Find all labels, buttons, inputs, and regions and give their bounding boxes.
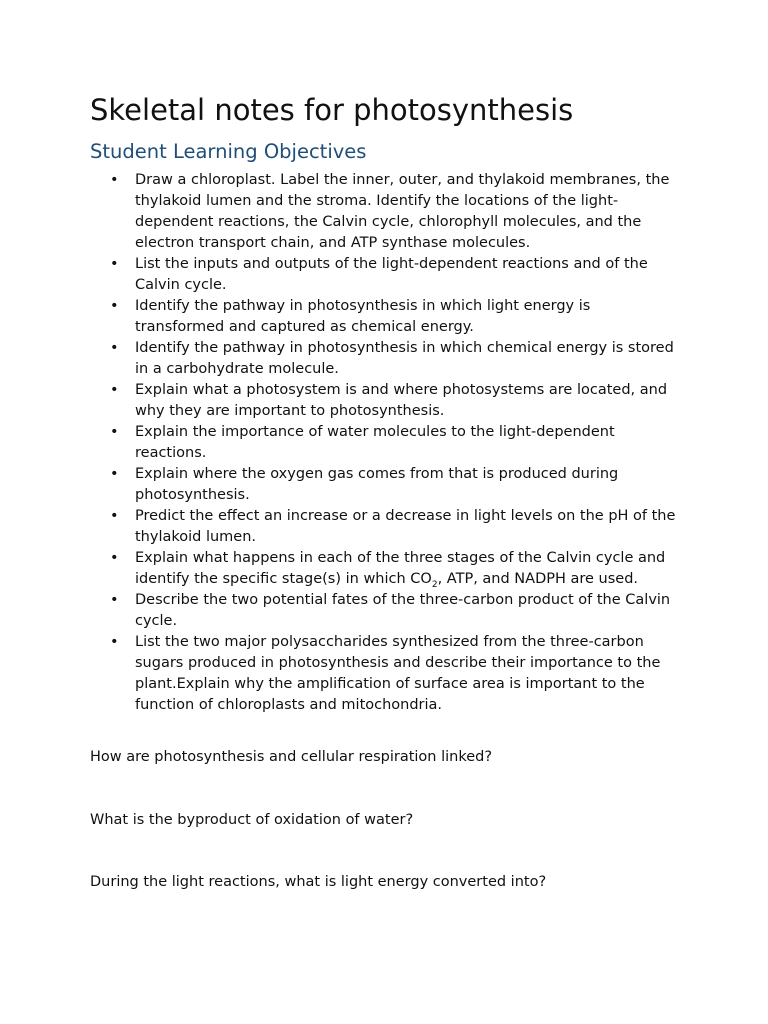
objective-text: Explain the importance of water molecules to the light-dependent reactions. [135, 424, 615, 461]
subscript-two: 2 [431, 579, 438, 590]
bullet-icon: • [110, 172, 119, 188]
objective-item [90, 506, 680, 548]
objective-text-before: Explain what happens in each of the three stages of the Calvin cycle and identify the specific stage(s) in which CO [135, 550, 666, 587]
objective-item [90, 548, 680, 590]
document-page [90, 92, 680, 893]
objective-item [90, 170, 680, 254]
bullet-icon: • [110, 508, 119, 524]
objectives-heading: Student Learning Objectives [90, 140, 367, 163]
document-title: Skeletal notes for photosynthesis [90, 93, 574, 127]
objective-text: Identify the pathway in photosynthesis in which light energy is transformed and captured as chemical energy. [135, 298, 591, 335]
bullet-icon: • [110, 382, 119, 398]
objective-text: List the inputs and outputs of the light-dependent reactions and of the Calvin cycle. [135, 256, 648, 293]
bullet-icon: • [110, 550, 119, 566]
objective-text: Identify the pathway in photosynthesis in which chemical energy is stored in a carbohydrate molecule. [135, 340, 674, 377]
objectives-list [90, 170, 680, 716]
bullet-icon: • [110, 340, 119, 356]
objective-text-after: , ATP, and NADPH are used. [437, 571, 639, 587]
question-2: What is the byproduct of oxidation of water? [90, 812, 414, 828]
objective-item [90, 254, 680, 296]
objective-text: Explain what a photosystem is and where photosystems are located, and why they are important to photosynthesis. [135, 382, 668, 419]
question-1: How are photosynthesis and cellular respiration linked? [90, 749, 493, 765]
objective-text: Predict the effect an increase or a decrease in light levels on the pH of the thylakoid lumen. [135, 508, 676, 545]
objective-item [90, 380, 680, 422]
question-3: During the light reactions, what is light energy converted into? [90, 874, 547, 890]
objective-item [90, 632, 680, 716]
objective-text [135, 550, 666, 590]
objective-item [90, 464, 680, 506]
objective-text: Draw a chloroplast. Label the inner, outer, and thylakoid membranes, the thylakoid lumen and the stroma. Identify the locations of the light-dependent reactions, the Calvin cycle, chlorophyll molecules, and the electron transport chain, and ATP synthase molecules. [135, 172, 670, 251]
objective-item [90, 590, 680, 632]
objective-item [90, 338, 680, 380]
bullet-icon: • [110, 466, 119, 482]
bullet-icon: • [110, 592, 119, 608]
objective-text: Describe the two potential fates of the three-carbon product of the Calvin cycle. [135, 592, 671, 629]
objective-item [90, 296, 680, 338]
bullet-icon: • [110, 634, 119, 650]
bullet-icon: • [110, 298, 119, 314]
objective-text: List the two major polysaccharides synthesized from the three-carbon sugars produced in photosynthesis and describe their importance to the plant.Explain why the amplification of surface area is important to the function of chloroplasts and mitochondria. [135, 634, 661, 713]
objective-item [90, 422, 680, 464]
bullet-icon: • [110, 256, 119, 272]
objective-text: Explain where the oxygen gas comes from that is produced during photosynthesis. [135, 466, 619, 503]
bullet-icon: • [110, 424, 119, 440]
